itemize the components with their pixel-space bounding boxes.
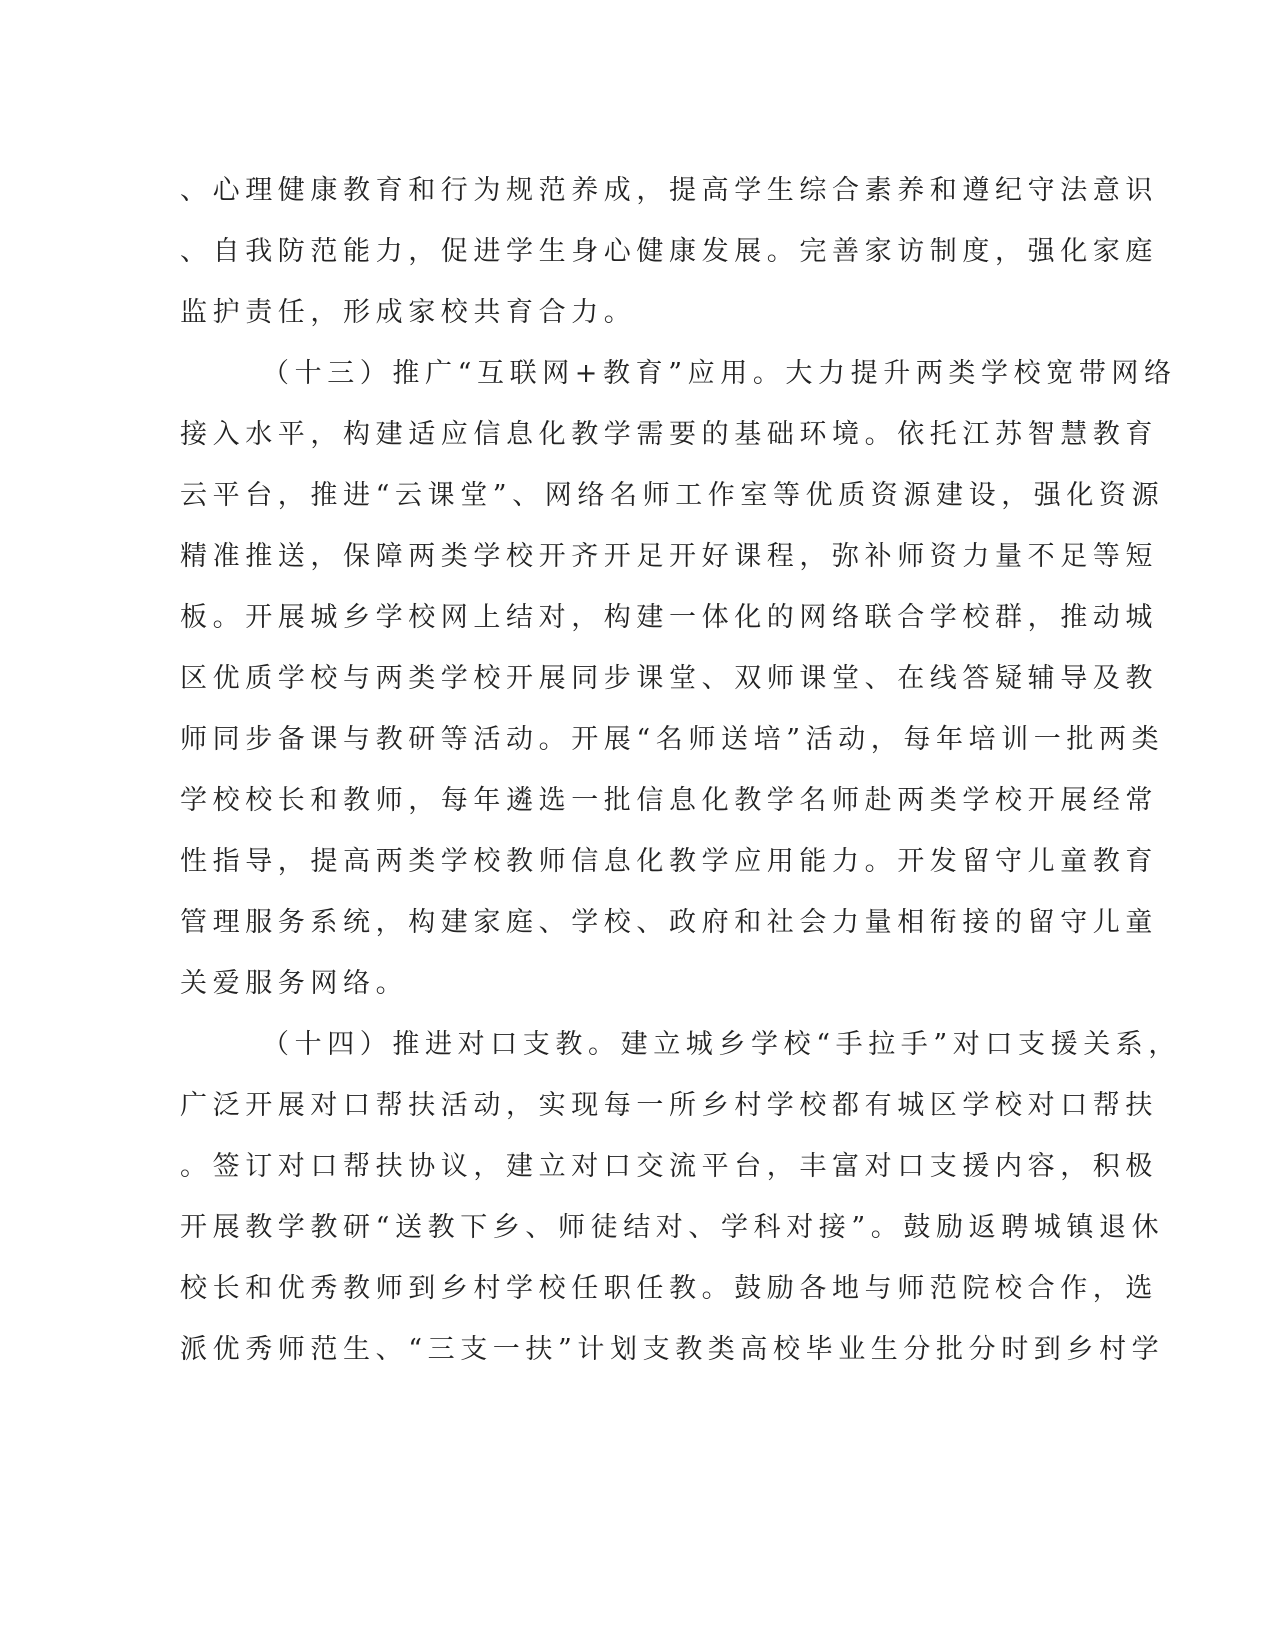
document-body xyxy=(180,160,1182,1380)
text-line: 板。开展城乡学校网上结对，构建一体化的网络联合学校群，推动城 xyxy=(180,602,1158,633)
text-line: 师同步备课与教研等活动。开展“名师送培”活动，每年培训一批两类 xyxy=(180,724,1165,755)
text-line: 性指导，提高两类学校教师信息化教学应用能力。开发留守儿童教育 xyxy=(180,846,1158,877)
text-line: 云平台，推进“云课堂”、网络名师工作室等优质资源建设，强化资源 xyxy=(180,480,1165,511)
text-line: 开展教学教研“送教下乡、师徒结对、学科对接”。鼓励返聘城镇退休 xyxy=(180,1212,1165,1243)
section-13-heading-line: （十三）推广“互联网+教育”应用。大力提升两类学校宽带网络 xyxy=(262,358,1177,389)
text-line: 。签订对口帮扶协议，建立对口交流平台，丰富对口支援内容，积极 xyxy=(180,1151,1158,1182)
text-line: 、自我防范能力，促进学生身心健康发展。完善家访制度，强化家庭 xyxy=(180,236,1158,267)
section-14-heading-line: （十四）推进对口支教。建立城乡学校“手拉手”对口支援关系， xyxy=(262,1029,1182,1060)
text-line: 学校校长和教师，每年遴选一批信息化教学名师赴两类学校开展经常 xyxy=(180,785,1158,816)
text-line: 接入水平，构建适应信息化教学需要的基础环境。依托江苏智慧教育 xyxy=(180,419,1158,450)
text-line: 、心理健康教育和行为规范养成，提高学生综合素养和遵纪守法意识 xyxy=(180,175,1158,206)
text-line: 精准推送，保障两类学校开齐开足开好课程，弥补师资力量不足等短 xyxy=(180,541,1158,572)
text-line: 派优秀师范生、“三支一扶”计划支教类高校毕业生分批分时到乡村学 xyxy=(180,1334,1165,1365)
text-line: 监护责任，形成家校共育合力。 xyxy=(180,297,637,328)
text-line: 管理服务系统，构建家庭、学校、政府和社会力量相衔接的留守儿童 xyxy=(180,907,1158,938)
text-line: 关爱服务网络。 xyxy=(180,968,409,999)
text-line: 区优质学校与两类学校开展同步课堂、双师课堂、在线答疑辅导及教 xyxy=(180,663,1158,694)
text-line: 广泛开展对口帮扶活动，实现每一所乡村学校都有城区学校对口帮扶 xyxy=(180,1090,1158,1121)
text-line: 校长和优秀教师到乡村学校任职任教。鼓励各地与师范院校合作，选 xyxy=(180,1273,1158,1304)
